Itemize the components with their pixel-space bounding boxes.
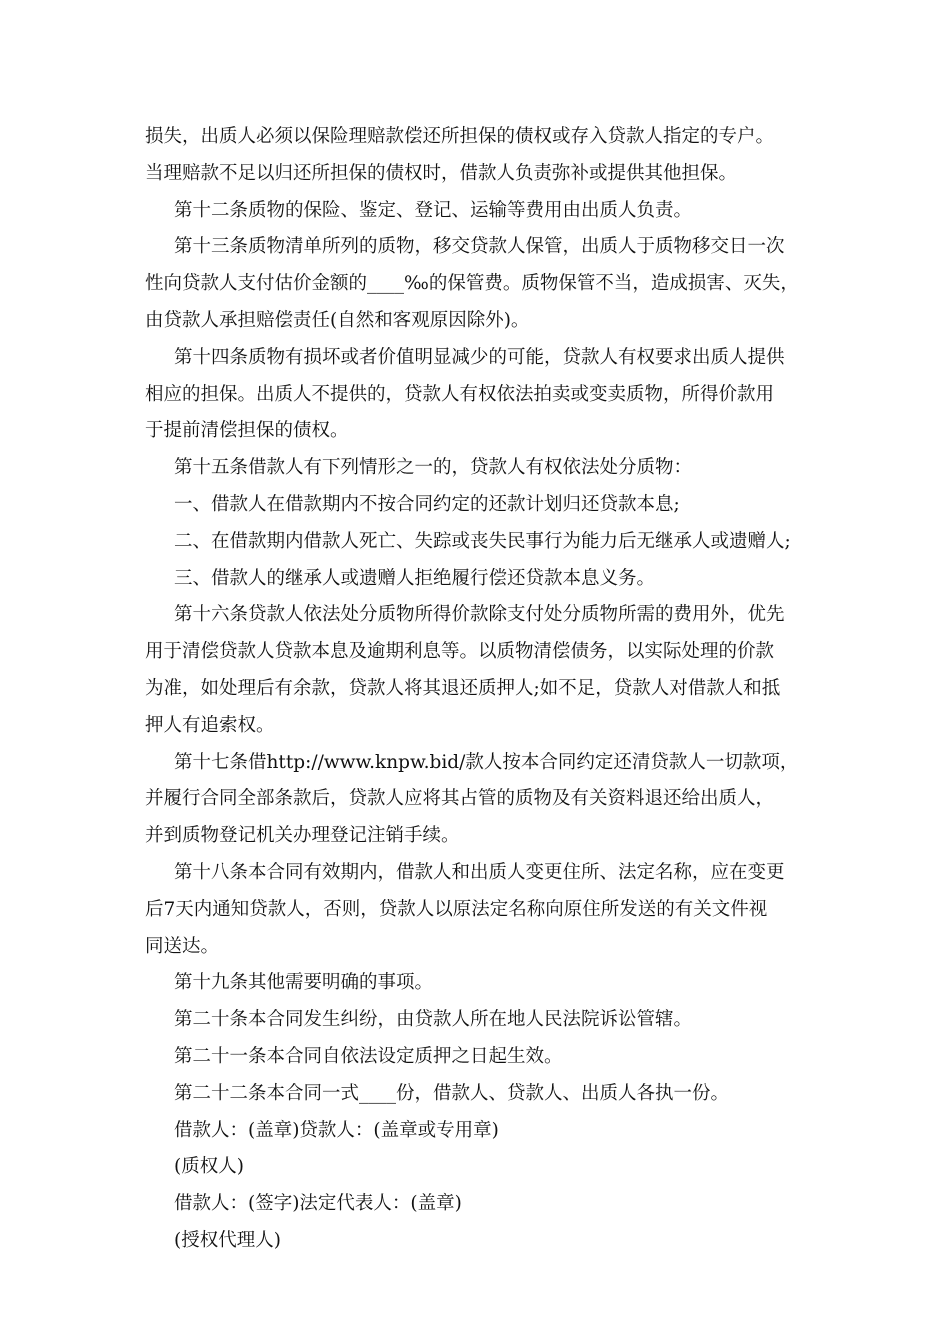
document-body — [145, 119, 825, 1260]
paragraph-line: 借款人：(盖章)贷款人：(盖章或专用章) — [174, 1119, 499, 1141]
paragraph-line: (授权代理人) — [174, 1229, 281, 1251]
paragraph-line: 第二十一条本合同自依法设定质押之日起生效。 — [174, 1045, 563, 1067]
paragraph-line: 性向贷款人支付估价金额的____‰的保管费。质物保管不当，造成损害、灭失， — [145, 273, 799, 295]
paragraph-line: 三、借款人的继承人或遗赠人拒绝履行偿还贷款本息义务。 — [174, 567, 656, 589]
paragraph-line: 当理赔款不足以归还所担保的债权时，借款人负责弥补或提供其他担保。 — [145, 162, 738, 184]
paragraph-line: 并到质物登记机关办理登记注销手续。 — [145, 825, 460, 847]
paragraph-line: 于提前清偿担保的债权。 — [145, 420, 349, 442]
paragraph-line: 后7天内通知贷款人，否则，贷款人以原法定名称向原住所发送的有关文件视 — [145, 898, 768, 920]
paragraph-line: 第十六条贷款人依法处分质物所得价款除支付处分质物所需的费用外，优先 — [174, 604, 785, 626]
paragraph-line: 同送达。 — [145, 935, 220, 957]
paragraph-line: 第二十条本合同发生纠纷，由贷款人所在地人民法院诉讼管辖。 — [174, 1009, 693, 1031]
paragraph-line: 为准，如处理后有余款，贷款人将其退还质押人;如不足，贷款人对借款人和抵 — [145, 677, 781, 699]
paragraph-line: 由贷款人承担赔偿责任(自然和客观原因除外)。 — [145, 309, 530, 331]
paragraph-line: (质权人) — [174, 1156, 244, 1178]
paragraph-line: 并履行合同全部条款后，贷款人应将其占管的质物及有关资料退还给出质人， — [145, 788, 775, 810]
paragraph-line: 损失，出质人必须以保险理赔款偿还所担保的债权或存入贷款人指定的专户。 — [145, 126, 775, 147]
paragraph-line: 第十九条其他需要明确的事项。 — [174, 972, 434, 994]
paragraph-line: 第二十二条本合同一式____份，借款人、贷款人、出质人各执一份。 — [174, 1082, 730, 1104]
paragraph-line: 第十五条借款人有下列情形之一的，贷款人有权依法处分质物： — [174, 457, 693, 479]
paragraph-line: 一、借款人在借款期内不按合同约定的还款计划归还贷款本息; — [174, 493, 680, 515]
paragraph-line: 第十七条借http://www.knpw.bid/款人按本合同约定还清贷款人一切款项， — [174, 751, 799, 773]
paragraph-line: 二、在借款期内借款人死亡、失踪或丧失民事行为能力后无继承人或遗赠人; — [174, 530, 791, 552]
paragraph-line: 第十四条质物有损坏或者价值明显减少的可能，贷款人有权要求出质人提供 — [174, 346, 785, 368]
paragraph-line: 第十三条质物清单所列的质物，移交贷款人保管，出质人于质物移交日一次 — [174, 236, 785, 258]
paragraph-line: 第十八条本合同有效期内，借款人和出质人变更住所、法定名称，应在变更 — [174, 861, 785, 883]
paragraph-line: 第十二条质物的保险、鉴定、登记、运输等费用由出质人负责。 — [174, 199, 693, 221]
paragraph-line: 相应的担保。出质人不提供的，贷款人有权依法拍卖或变卖质物，所得价款用 — [145, 383, 775, 405]
paragraph-line: 借款人：(签字)法定代表人：(盖章) — [174, 1193, 462, 1215]
paragraph-line: 押人有追索权。 — [145, 714, 275, 736]
paragraph-line: 用于清偿贷款人贷款本息及逾期利息等。以质物清偿债务，以实际处理的价款 — [145, 641, 775, 663]
